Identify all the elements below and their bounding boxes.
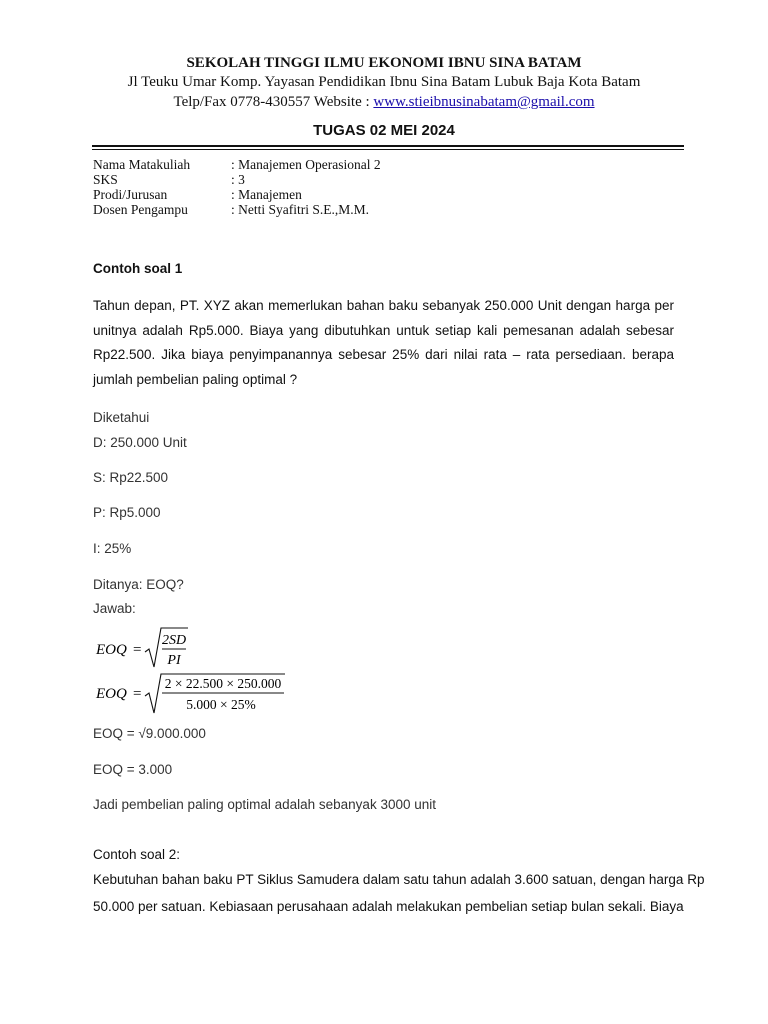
soal2-heading: Contoh soal 2:	[93, 847, 181, 862]
info-label: SKS	[93, 172, 118, 187]
ditanya-label: Ditanya: EOQ?	[93, 577, 184, 592]
formula-lhs: EOQ	[96, 686, 127, 702]
info-label: Prodi/Jurusan	[93, 187, 168, 202]
info-value: : Manajemen	[231, 187, 302, 202]
info-row	[0, 157, 768, 173]
eoq-formula	[93, 625, 203, 671]
given-i: I: 25%	[93, 541, 132, 556]
diketahui-label: Diketahui	[93, 410, 150, 425]
header-divider-thick	[92, 145, 684, 147]
jawab-label: Jawab:	[93, 601, 136, 616]
document-title: TUGAS 02 MEI 2024	[313, 122, 455, 139]
institution-contact	[0, 94, 768, 111]
soal2-line: Kebutuhan bahan baku PT Siklus Samudera dalam satu tahun adalah 3.600 satuan, dengan harga Rp	[93, 872, 705, 887]
info-label: Nama Matakuliah	[93, 157, 191, 172]
info-row	[0, 187, 768, 203]
info-label: Dosen Pengampu	[93, 202, 188, 217]
formula-equals: =	[133, 642, 142, 658]
given-s: S: Rp22.500	[93, 470, 169, 485]
soal1-heading: Contoh soal 1	[93, 261, 183, 276]
soal2-line: 50.000 per satuan. Kebiasaan perusahaan adalah melakukan pembelian setiap bulan sekali. Biaya	[93, 899, 684, 914]
given-d: D: 250.000 Unit	[93, 435, 187, 450]
header-divider-thin	[92, 149, 684, 150]
soal1-conclusion: Jadi pembelian paling optimal adalah sebanyak 3000 unit	[93, 797, 436, 812]
formula-lhs: EOQ	[96, 642, 127, 658]
eoq-substitution-formula	[93, 671, 293, 717]
info-value: : Manajemen Operasional 2	[231, 157, 381, 172]
soal1-paragraph: Tahun depan, PT. XYZ akan memerlukan bahan baku sebanyak 250.000 Unit dengan harga per unitnya adalah Rp5.000. Biaya yang dibutuhkan untuk setiap kali pemesanan adalah sebesar Rp22.500. Jika biaya penyimpanannya sebesar 25% dari nilai rata – rata persediaan. berapa jumlah pembelian paling optimal ?	[93, 298, 674, 388]
info-value: : 3	[231, 172, 245, 187]
formula-denominator: PI	[167, 653, 181, 668]
info-row	[0, 202, 768, 218]
formula-numerator: 2 × 22.500 × 250.000	[164, 676, 282, 691]
contact-prefix: Telp/Fax 0778-430557 Website :	[173, 94, 374, 110]
eoq-sqrt-result: EOQ = √9.000.000	[93, 726, 206, 741]
formula-numerator: 2SD	[161, 633, 187, 648]
formula-equals: =	[133, 686, 142, 702]
given-p: P: Rp5.000	[93, 505, 161, 520]
info-row	[0, 172, 768, 188]
formula-denominator: 5.000 × 25%	[186, 697, 256, 712]
institution-name: SEKOLAH TINGGI ILMU EKONOMI IBNU SINA BATAM	[186, 55, 582, 71]
info-value: : Netti Syafitri S.E.,M.M.	[231, 202, 369, 217]
eoq-final-result: EOQ = 3.000	[93, 762, 173, 777]
website-link[interactable]: www.stieibnusinabatam@gmail.com	[373, 94, 595, 110]
institution-address: Jl Teuku Umar Komp. Yayasan Pendidikan Ibnu Sina Batam Lubuk Baja Kota Batam	[127, 74, 641, 90]
